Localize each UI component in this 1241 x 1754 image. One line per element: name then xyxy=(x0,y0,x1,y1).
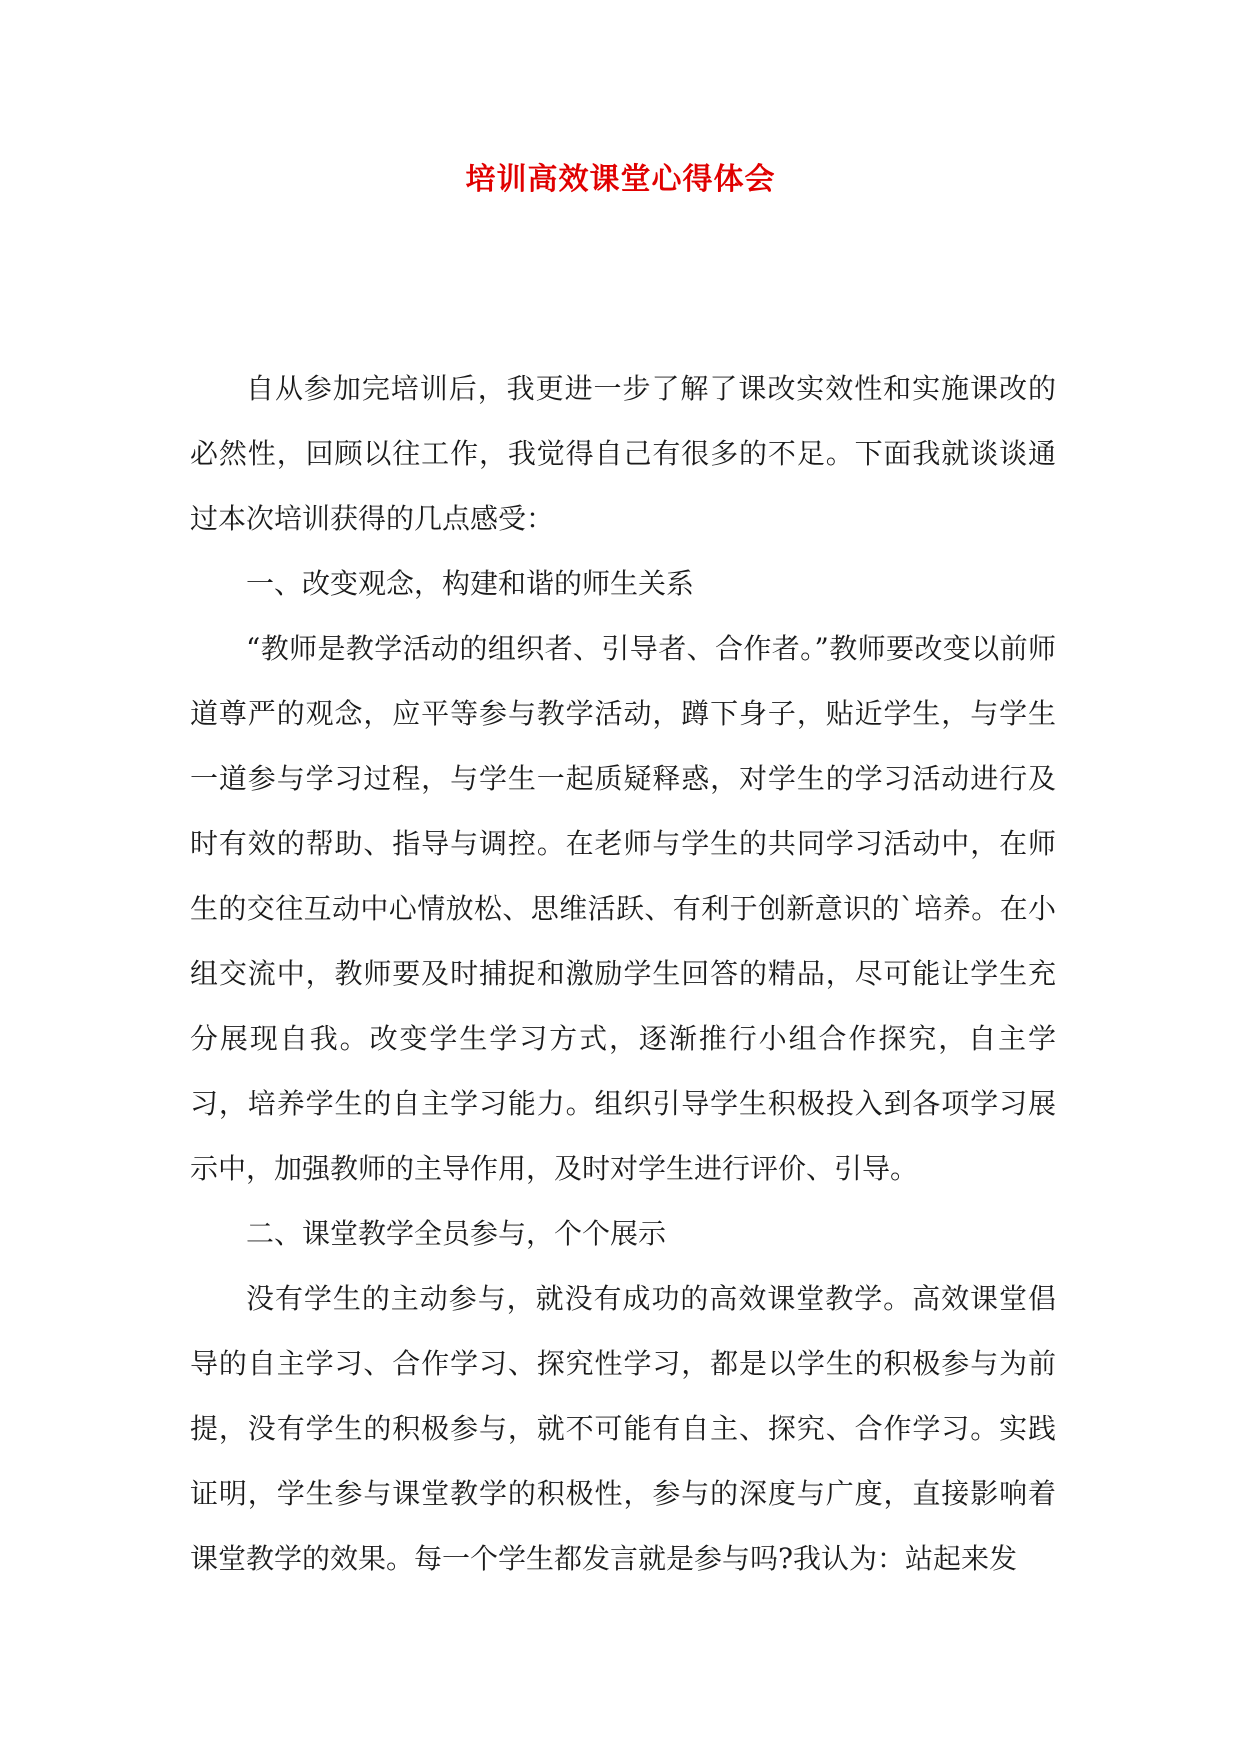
document-body xyxy=(190,356,1056,1591)
paragraph-intro: 自从参加完培训后，我更进一步了解了课改实效性和实施课改的必然性，回顾以往工作，我觉得自己有很多的不足。下面我就谈谈通过本次培训获得的几点感受： xyxy=(190,372,1056,535)
section-heading-2: 二、课堂教学全员参与，个个展示 xyxy=(246,1217,667,1250)
paragraph-section-1: “教师是教学活动的组织者、引导者、合作者。”教师要改变以前师道尊严的观念，应平等参与教学活动，蹲下身子，贴近学生，与学生一道参与学习过程，与学生一起质疑释惑，对学生的学习活动进行及时有效的帮助、指导与调控。在老师与学生的共同学习活动中，在师生的交往互动中心情放松、思维活跃、有利于创新意识的`培养。在小组交流中，教师要及时捕捉和激励学生回答的精品，尽可能让学生充分展现自我。改变学生学习方式，逐渐推行小组合作探究，自主学习，培养学生的自主学习能力。组织引导学生积极投入到各项学习展示中，加强教师的主导作用，及时对学生进行评价、引导。 xyxy=(190,632,1056,1185)
paragraph-section-2: 没有学生的主动参与，就没有成功的高效课堂教学。高效课堂倡导的自主学习、合作学习、探究性学习，都是以学生的积极参与为前提，没有学生的积极参与，就不可能有自主、探究、合作学习。实践证明，学生参与课堂教学的积极性，参与的深度与广度，直接影响着课堂教学的效果。每一个学生都发言就是参与吗?我认为：站起来发 xyxy=(190,1282,1056,1575)
document-title: 培训高效课堂心得体会 xyxy=(465,162,776,197)
section-heading-1: 一、改变观念，构建和谐的师生关系 xyxy=(246,567,695,600)
